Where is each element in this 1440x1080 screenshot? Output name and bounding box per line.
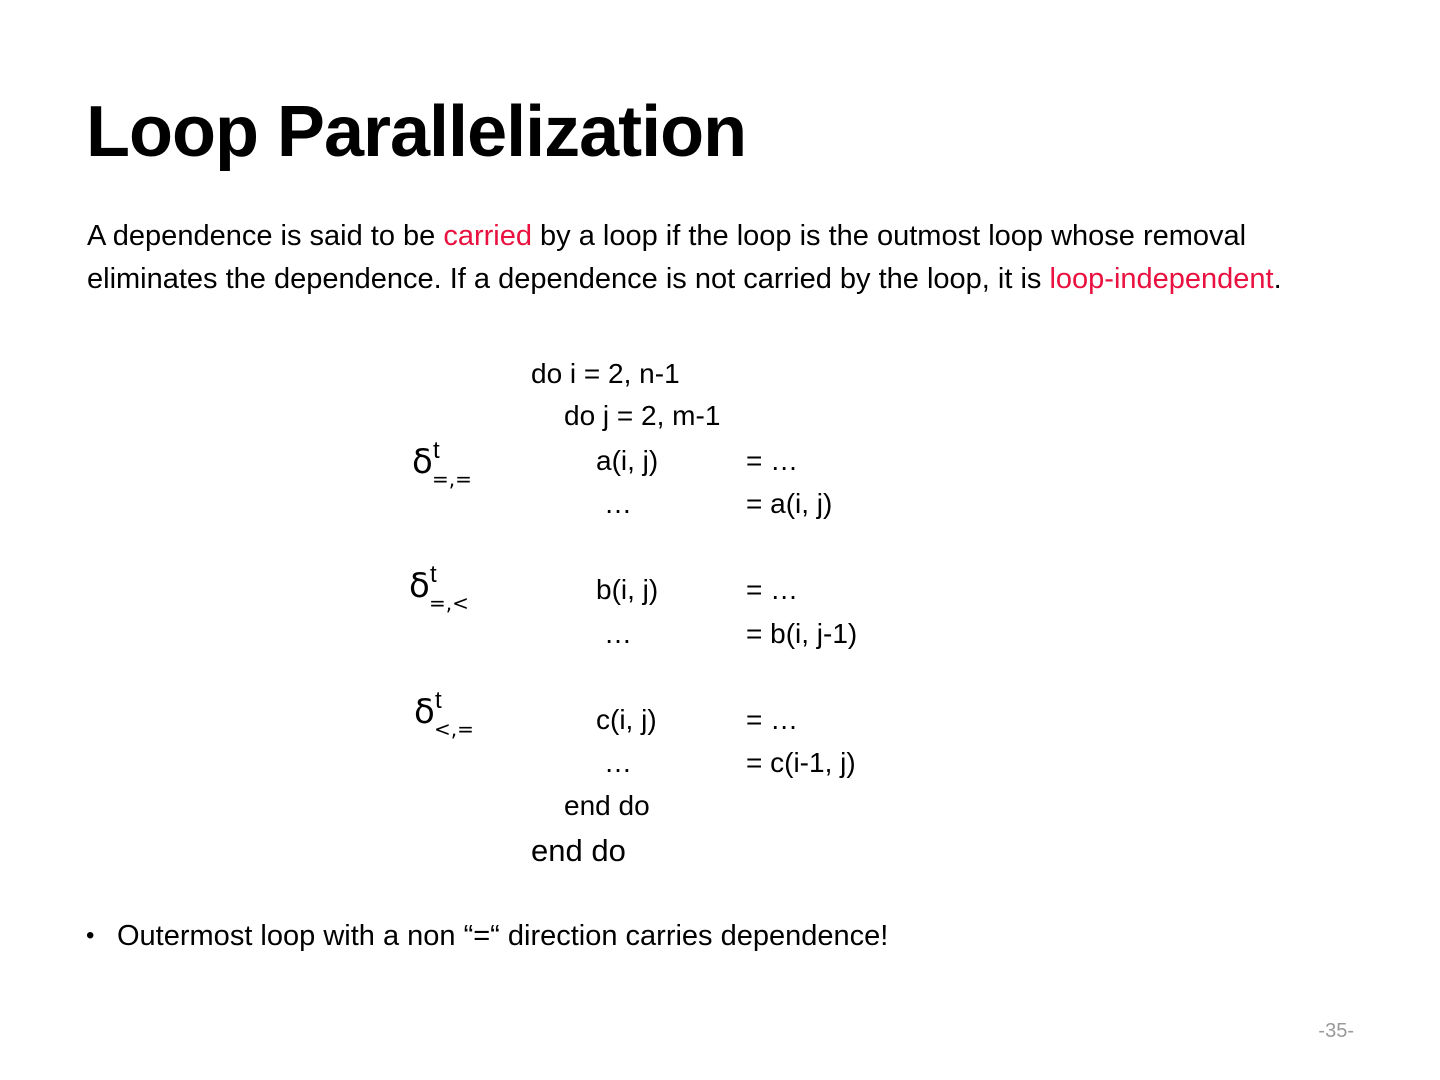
statement-lhs: … [604, 488, 632, 519]
delta-symbol: δ [409, 566, 430, 606]
paragraph-text: by a loop if the loop is the outmost loop whose removal eliminates the dependence. If a dependence is not carried by the loop, it is [87, 220, 1247, 295]
definition-paragraph [87, 215, 1337, 301]
inner-loop-end: end do [564, 790, 650, 821]
statement-rhs: = … [746, 445, 799, 476]
paragraph-text: A dependence is said to be [87, 220, 444, 252]
outer-loop-end: end do [531, 833, 626, 868]
bullet-item [86, 920, 888, 953]
dependence-label [412, 437, 472, 491]
term-carried: carried [443, 220, 532, 252]
bullet-text: Outermost loop with a non “=“ direction carries dependence! [117, 920, 889, 952]
dependence-label [414, 687, 474, 741]
statement-lhs: … [604, 747, 632, 778]
dependence-superscript: t [433, 437, 440, 464]
statement-lhs: b(i, j) [596, 574, 659, 605]
dependence-superscript: t [435, 687, 442, 714]
inner-loop-header: do j = 2, m-1 [564, 400, 721, 431]
statement-rhs: = b(i, j-1) [746, 618, 858, 649]
page-number: -35- [1318, 1020, 1354, 1042]
statement-rhs: = … [746, 704, 799, 735]
direction-vector: <,= [434, 717, 474, 741]
statement-lhs: … [604, 618, 632, 649]
delta-symbol: δ [412, 442, 433, 482]
statement-lhs: a(i, j) [596, 445, 659, 476]
outer-loop-header: do i = 2, n-1 [531, 358, 680, 389]
slide-title: Loop Parallelization [86, 92, 747, 172]
statement-rhs: = a(i, j) [746, 488, 833, 519]
term-loop-independent: loop-independent [1049, 263, 1274, 295]
statement-rhs: = … [746, 574, 799, 605]
dependence-label [409, 561, 469, 615]
statement-lhs: c(i, j) [596, 704, 657, 735]
direction-vector: =,< [429, 591, 469, 615]
statement-rhs: = c(i-1, j) [746, 747, 856, 778]
bullet-dot-icon: • [86, 922, 95, 949]
delta-symbol: δ [414, 692, 435, 732]
dependence-superscript: t [430, 561, 437, 588]
direction-vector: =,= [432, 467, 472, 491]
paragraph-text: . [1273, 263, 1282, 295]
